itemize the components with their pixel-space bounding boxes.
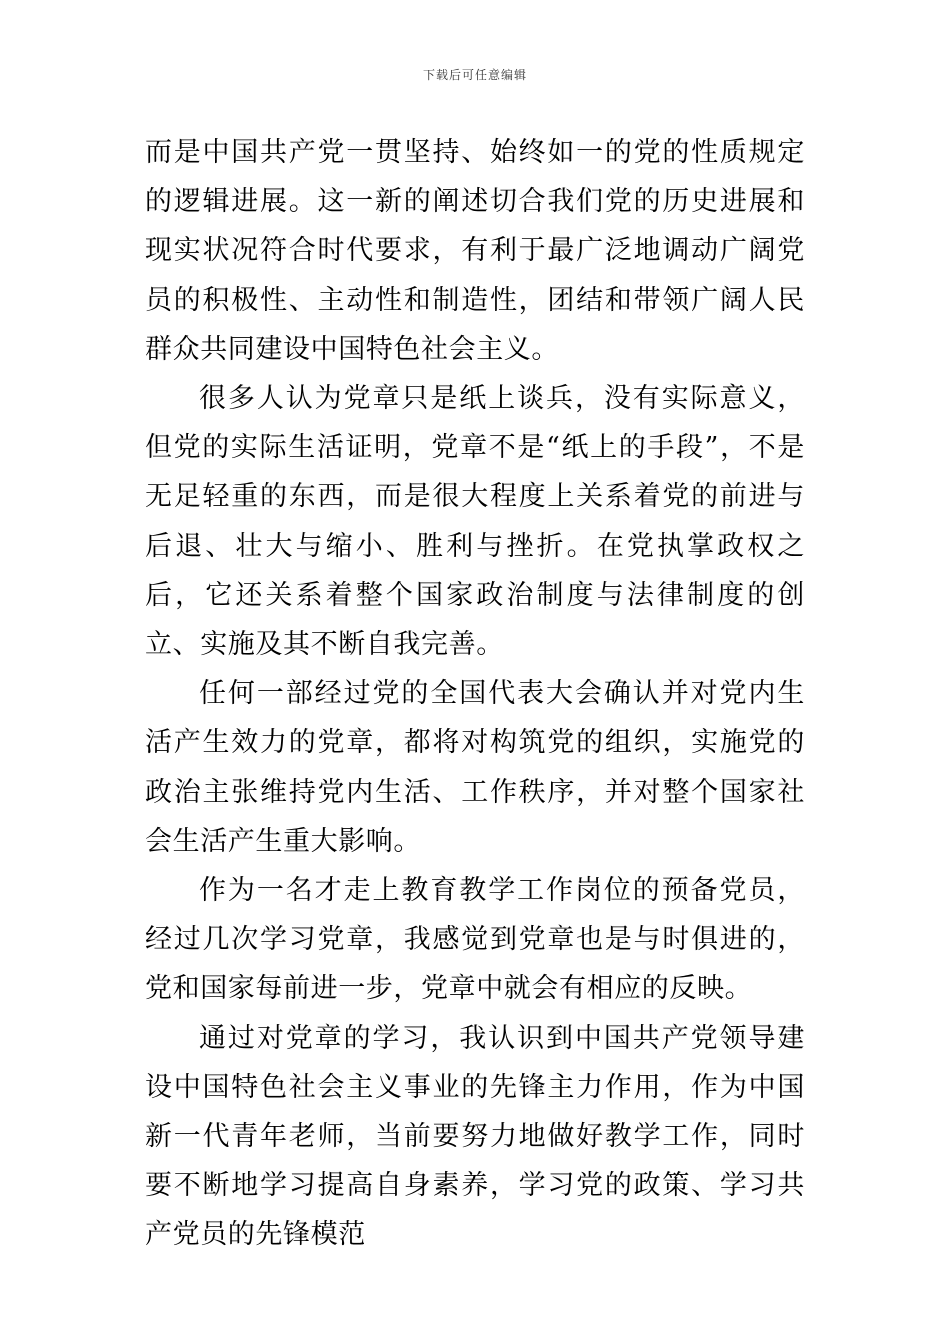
paragraph-2: 很多人认为党章只是纸上谈兵，没有实际意义，但党的实际生活证明，党章不是“纸上的手段”，不是无足轻重的东西，而是很大程度上关系着党的前进与后退、壮大与缩小、胜利与挫折。在党执掌政权之后，它还关系着整个国家政治制度与法律制度的创立、实施及其不断自我完善。	[145, 383, 805, 661]
paragraph-5: 通过对党章的学习，我认识到中国共产党领导建设中国特色社会主义事业的先锋主力作用，作为中国新一代青年老师，当前要努力地做好教学工作，同时要不断地学习提高自身素养，学习党的政策、学习共产党员的先锋模范	[145, 1022, 805, 1251]
paragraph-4: 作为一名才走上教育教学工作岗位的预备党员，经过几次学习党章，我感觉到党章也是与时俱进的，党和国家每前进一步，党章中就会有相应的反映。	[145, 875, 805, 1005]
page-header: 下载后可任意编辑	[422, 68, 527, 82]
paragraph-3: 任何一部经过党的全国代表大会确认并对党内生活产生效力的党章，都将对构筑党的组织，实施党的政治主张维持党内生活、工作秩序，并对整个国家社会生活产生重大影响。	[145, 678, 805, 857]
document-body	[145, 128, 805, 1260]
paragraph-1: 而是中国共产党一贯坚持、始终如一的党的性质规定的逻辑进展。这一新的阐述切合我们党的历史进展和现实状况符合时代要求，有利于最广泛地调动广阔党员的积极性、主动性和制造性，团结和带领广阔人民群众共同建设中国特色社会主义。	[145, 137, 805, 365]
